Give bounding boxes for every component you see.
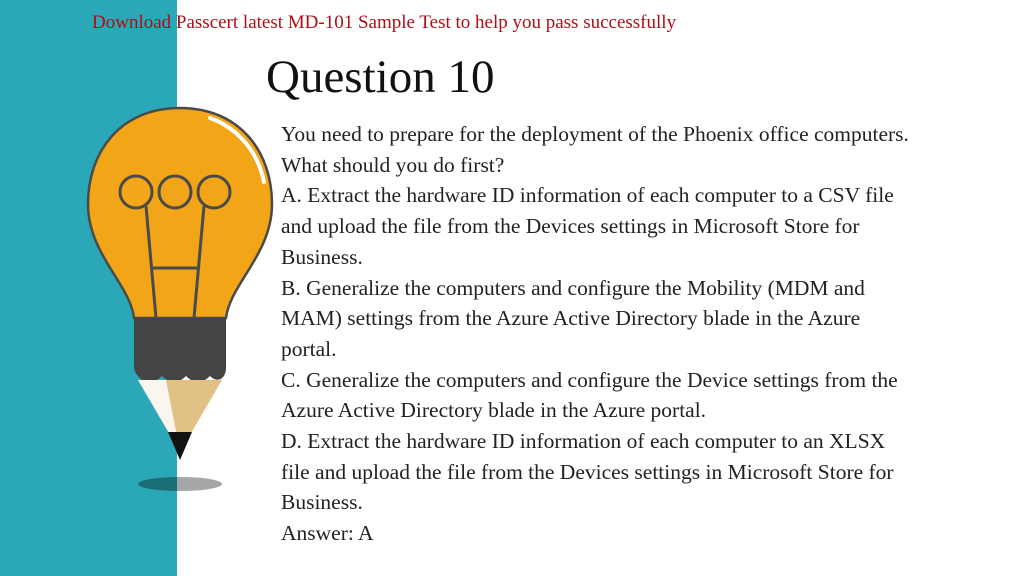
slide-title: Question 10: [266, 51, 495, 103]
option-line: C. Generalize the computers and configure the Device settings from the: [281, 367, 898, 392]
option-line: file and upload the file from the Devices settings in Microsoft Store for: [281, 459, 894, 484]
question-line: You need to prepare for the deployment of the Phoenix office computers.: [281, 122, 909, 146]
option-line: Azure Active Directory blade in the Azure portal.: [281, 398, 707, 423]
lightbulb-pencil-icon: [82, 100, 278, 500]
question-line: What should you do first?: [281, 152, 505, 177]
option-line: MAM) settings from the Azure Active Directory blade in the Azure: [281, 306, 861, 331]
question-body: [281, 119, 1016, 549]
option-line: B. Generalize the computers and configure the Mobility (MDM and: [281, 275, 865, 300]
option-line: Business.: [281, 490, 363, 515]
option-line: Business.: [281, 244, 363, 269]
promo-banner-text: Download Passcert latest MD-101 Sample Test to help you pass successfully: [92, 12, 677, 33]
option-line: A. Extract the hardware ID information of each computer to a CSV file: [281, 183, 894, 208]
answer-line: Answer: A: [281, 521, 374, 546]
option-line: D. Extract the hardware ID information of each computer to an XLSX: [281, 429, 886, 454]
option-line: and upload the file from the Devices settings in Microsoft Store for: [281, 214, 860, 239]
option-line: portal.: [281, 336, 337, 361]
